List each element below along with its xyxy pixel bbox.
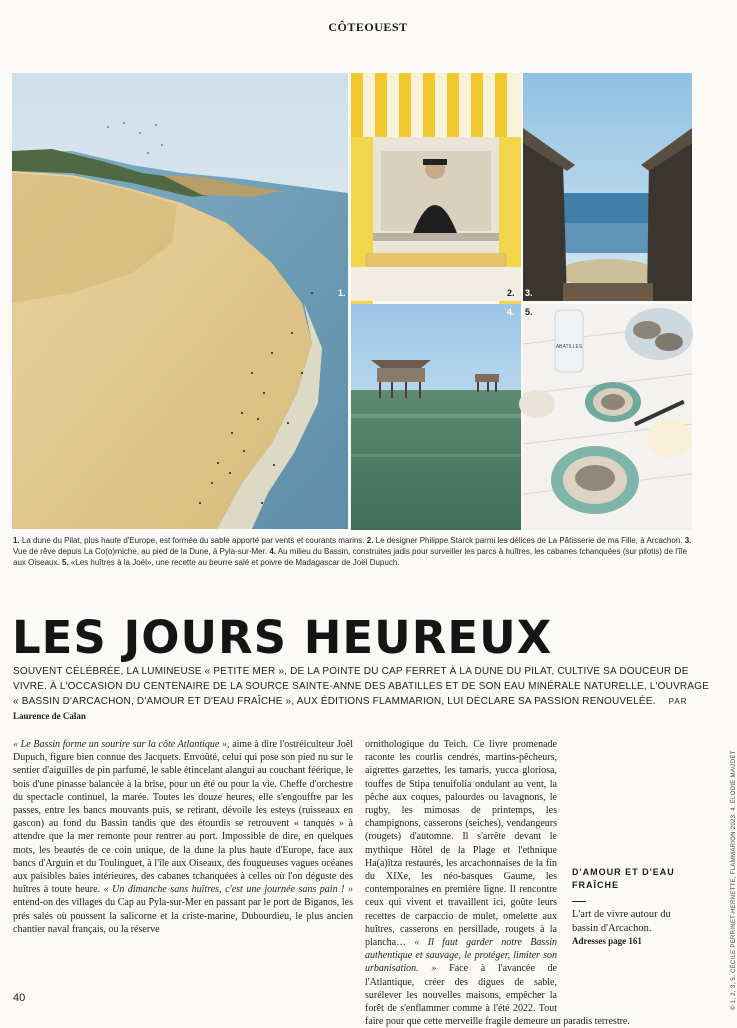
- caption-num-5: 5.: [61, 558, 69, 567]
- photo-la-coorniche-view: [523, 73, 692, 301]
- body-text-2: entend-on des villages du Cap au Pyla-sur-Mer en passant par le port de Biganos, les prés salés où poussent la salicorne et la criste-marine, Dubourdieu, le plus ancien chantier naval français, ou la réserve: [13, 897, 353, 935]
- caption-num-3: 3.: [684, 536, 692, 545]
- body-text-3: ornithologique du Teich. Ce livre promenade raconte les courlis cendrés, martins-pêcheurs, aigrettes garzettes, les tamaris, yucca gloriosa, touffes de Stipa tenuifolia ondulant au vent, la pêche aux coques, palourdes ou lavagnons, le rugby, les mimosas de printemps, les champignons, casserons (seiches), vendangeurs (rougets) d'automne. Il s'arrête devant le mythique Hôtel de la Plage et l'ethnique Ha(a)ïtza restaurés, les arcachonnaises de la fin du XIXe, les néo-basques Gaume, les contemporaines en première ligne. Il rencontre ceux qui vivent et travaillent ici, goûte leurs recettes de carpaccio de mulet, omelette aux huîtres, casserons en persillade, rougets à la plancha…: [365, 739, 557, 949]
- article-headline: LES JOURS HEUREUX: [12, 611, 553, 664]
- body-quote-1: « Le Bassin forme un sourire sur la côte Atlantique »: [13, 739, 228, 750]
- photo-dune-du-pilat: [12, 73, 348, 529]
- photo-number-1: 1.: [338, 288, 346, 298]
- body-quote-3: « Il faut garder notre Bassin authentique et sauvage, le protéger, limiter son urbanisation. »: [365, 937, 557, 975]
- article-column-1: [13, 738, 353, 936]
- article-standfirst: [13, 664, 717, 724]
- photo-credit: [722, 710, 737, 1010]
- caption-text-4: Au milieu du Bassin, construites jadis pour surveiller les parcs à huîtres, les cabanes tchanquées (sur pilotis) de l'île aux Oiseaux.: [13, 547, 688, 567]
- photo-patisserie-starck: [351, 73, 521, 301]
- byline-prefix: PAR: [668, 697, 688, 706]
- magazine-masthead: CÔTEOUEST: [328, 20, 408, 34]
- photo-number-4: 4.: [507, 307, 515, 317]
- caption-num-4: 4.: [269, 547, 276, 556]
- caption-text-2: Le designer Philippe Starck parmi les délices de La Pâtisserie de ma Fille, à Arcachon.: [375, 536, 683, 545]
- caption-text-5: «Les huîtres à la Joël», une recette au beurre salé et poivre de Madagascar de Joël Dupuch.: [70, 558, 400, 567]
- photo-caption: [13, 535, 693, 568]
- caption-num-1: 1.: [13, 536, 20, 545]
- caption-text-1: La dune du Pilat, plus haute d'Europe, est formée du sable apporté par vents et courants marins.: [21, 536, 365, 545]
- photo-number-5: 5.: [525, 307, 533, 317]
- page-number: 40: [13, 992, 26, 1004]
- byline-author: Laurence de Calan: [13, 711, 86, 721]
- body-quote-2: « Un dimanche sans huîtres, c'est une journée sans pain ! »: [103, 884, 354, 896]
- photo-number-2: 2.: [507, 288, 515, 298]
- body-text-4: Face à l'avancée de l'Atlantique, créer des digues de sable, surélever les nouvelles maisons, empêcher la forêt de s'enflammer comme à l'été 2022. Tout faire pour que cette merveille fragile demeure un paradis terrestre.: [365, 963, 630, 1028]
- photo-credit-text: © 1, 2, 3, 5. CÉCILE PERRINET-HERNETTE, FLAMMARION 2023. 4. ÉLODIE MAUDET: [731, 750, 737, 1010]
- photo-huitres-a-la-joel: [523, 304, 692, 530]
- photo-number-3: 3.: [525, 288, 533, 298]
- photo-cabanes-tchanquees: [351, 304, 521, 530]
- sidebar-text: L'art de vivre autour du bassin d'Arcachon.: [572, 909, 671, 934]
- body-text-1: , aime à dire l'ostréiculteur Joël Dupuch, figure bien connue des Jacquets. Envoûté, celui qui pose son pied nu sur le sentier d'aiguilles de pin parfumé, le sable étincelant alangui au couchant féérique, le bois d'une pinasse balancée à la brise, pour un été ou pour la vie. Cheffe d'orchestre du spectacle continuel, la marée. Toutes les douze heures, elle s'engouffre par les passes, entre les bancs mouvants puis, se retirant, dévoile les esteys (ruisseaux en gascon) au fond du Bassin tandis que des étourdis se retrouvent « tanqués » à attendre que la mer remonte pour rentrer au port. Impossible de dire, en quelques mots, les beautés de ce coin unique, de la dune la plus haute d'Europe, face aux bancs d'Arguin et du Toulinguet, à l'île aux Oiseaux, des fougueuses vagues océanes aux paisibles baies intérieures, des cabanes tchanquées à celles où l'on déguste des huîtres à toute heure.: [13, 739, 353, 896]
- sidebar-address: Adresses page 161: [572, 936, 642, 946]
- caption-num-2: 2.: [366, 536, 374, 545]
- sidebar-title: D'AMOUR ET D'EAU FRAÎCHE: [572, 867, 675, 890]
- standfirst-text: SOUVENT CÉLÉBRÉE, LA LUMINEUSE « PETITE MER », DE LA POINTE DU CAP FERRET À LA DUNE DU PILAT, CULTIVE SA DOUCEUR DE VIVRE. À L'OCCASION DU CENTENAIRE DE LA SOURCE SAINTE-ANNE DES ABATILLES ET DE SON EAU MINÉRALE NATURELLE, L'OUVRAGE « BASSIN D'ARCACHON, D'AMOUR ET D'EAU FRAÎCHE », AUX ÉDITIONS FLAMMARION, LUI DÉCLARE SA PASSION RENOUVELÉE.: [13, 666, 710, 707]
- book-sidebar: [572, 866, 697, 947]
- sidebar-rule: [572, 901, 586, 902]
- caption-text-3: Vue de rêve depuis La Co(o)rniche, au pied de la Dune, à Pyla-sur-Mer.: [13, 547, 268, 556]
- bottle-label: ABATILLES: [555, 344, 583, 350]
